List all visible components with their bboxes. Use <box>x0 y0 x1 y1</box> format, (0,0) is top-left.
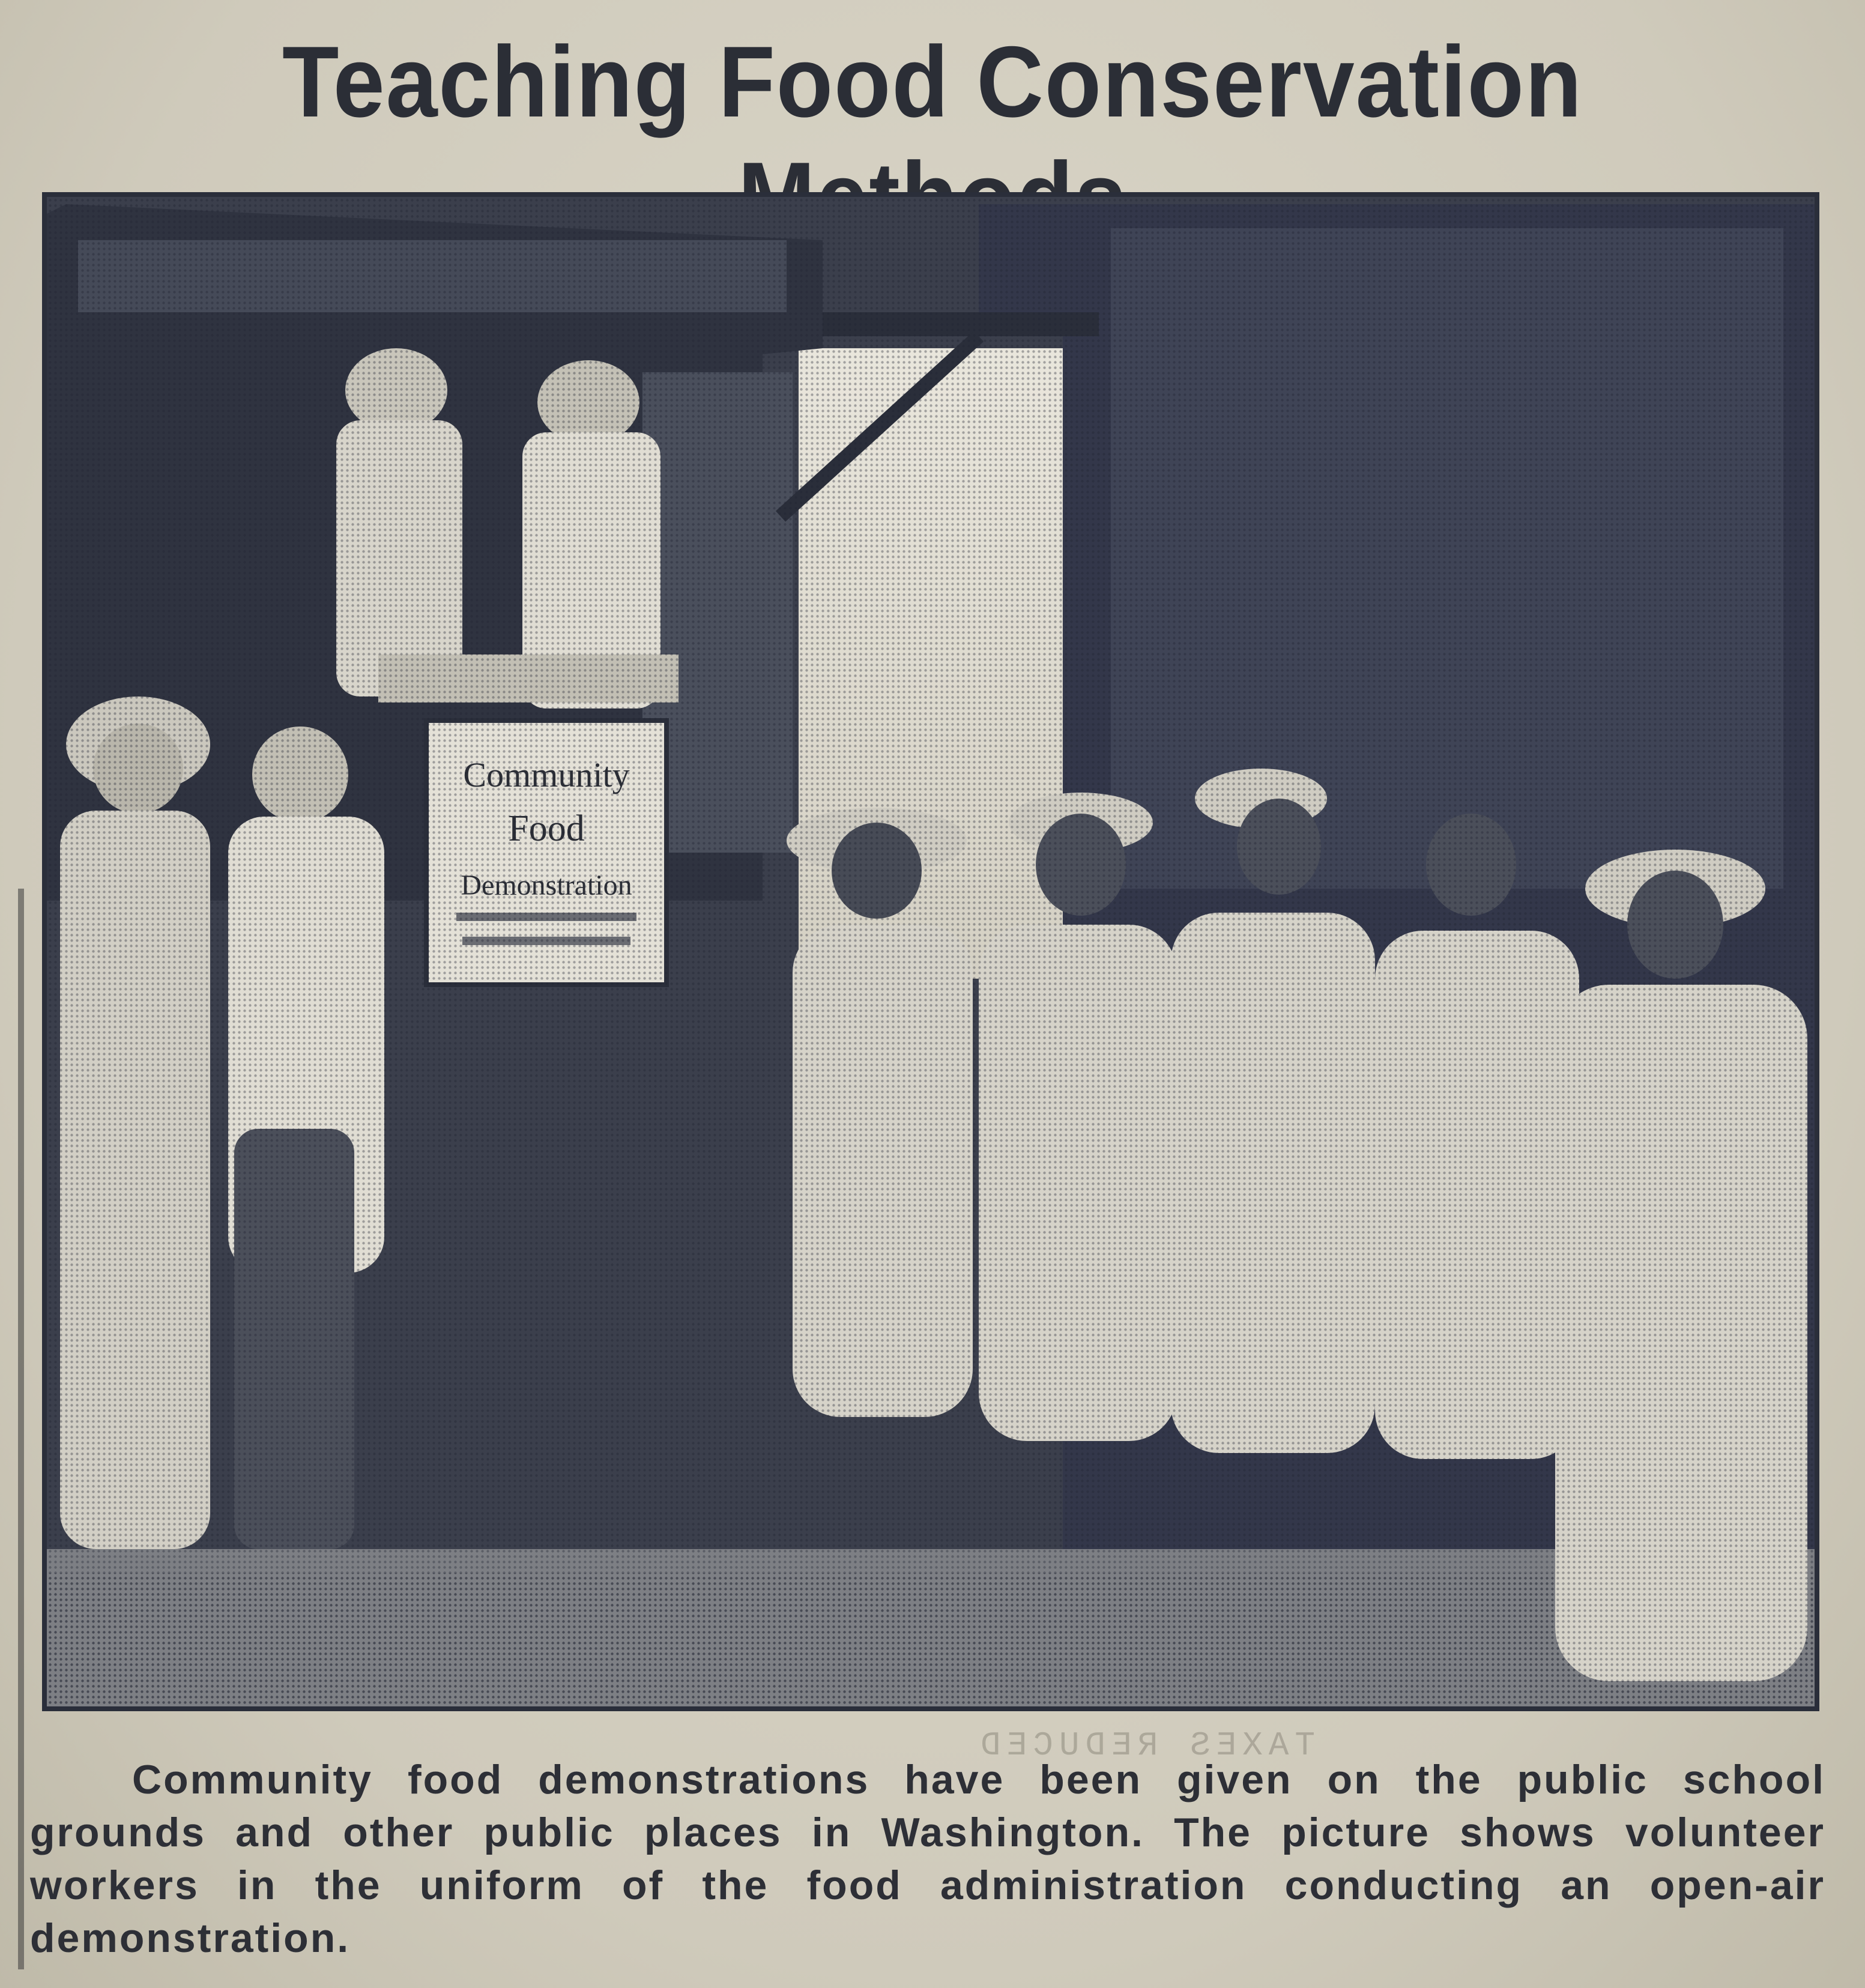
bleed-through-text: TAXES REDUCED <box>975 1726 1315 1765</box>
caption-text: Community food demonstrations have been given on the public school grounds and other public places in Washington. The picture shows volunteer workers in the uniform of the food administration conducting an open-air demonstration. <box>30 1757 1825 1961</box>
headline: Teaching Food Conservation <box>282 25 1583 138</box>
halftone-photograph <box>42 192 1819 1711</box>
page-edge-shadow <box>18 889 24 1969</box>
photo-caption <box>30 1753 1825 1965</box>
